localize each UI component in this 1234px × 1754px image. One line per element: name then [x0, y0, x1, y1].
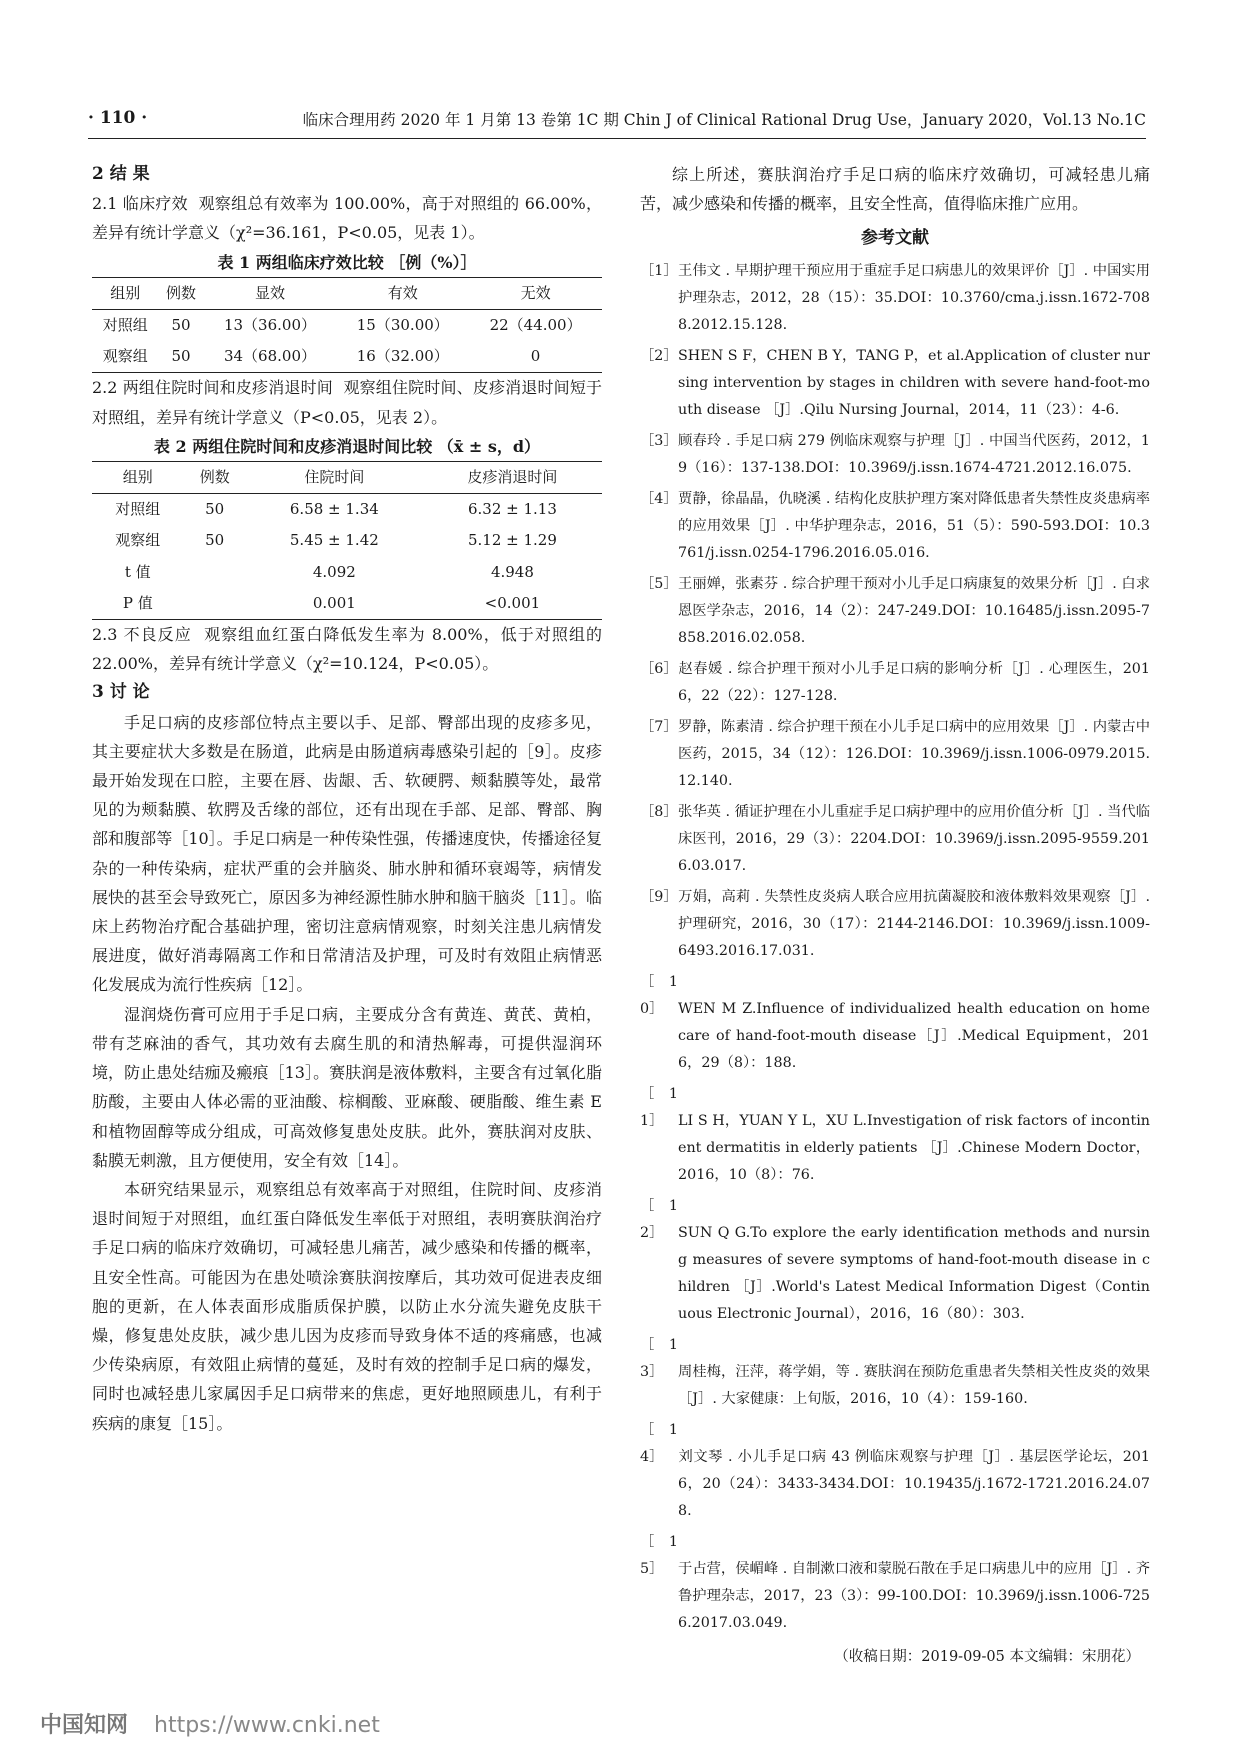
reference-item: [640, 343, 1150, 424]
reference-list: [640, 258, 1150, 1637]
reference-number: ［1］: [640, 262, 678, 279]
table-1-header-row: [92, 277, 602, 309]
table-1-cell: 50: [171, 347, 191, 366]
journal-citation: 临床合理用药 2020 年 1 月第 13 卷第 1C 期 Chin J of Clinical Rational Drug Use，January 2020，Vol.13 No.1C: [302, 111, 1146, 129]
table-2-cell: [184, 588, 246, 620]
table-1-body: [92, 310, 602, 373]
section-2-2-text: 观察组住院时间、皮疹消退时间短于对照组，差异有统计学意义（P<0.05，见表 2）。: [92, 378, 602, 427]
table-2-header-cell: 住院时间: [246, 462, 423, 494]
table-1-cell: 34（68.00）: [223, 347, 316, 366]
reference-item: [640, 1417, 1150, 1525]
page-header: [88, 104, 1146, 139]
table-2-cell: 6.32 ± 1.13: [467, 500, 557, 519]
reference-item: [640, 799, 1150, 880]
reference-item: [640, 1529, 1150, 1637]
reference-text: LI S H，YUAN Y L，XU L.Investigation of risk factors of incontinent dermatitis in elderly patients ［J］.Chinese Modern Doctor，2016，10（8）：76.: [678, 1112, 1150, 1183]
table-2-title: 表 2 两组住院时间和皮疹消退时间比较 （x̄ ± s，d）: [153, 436, 541, 456]
table-2-header-cell: 例数: [184, 462, 246, 494]
section-2-1: [92, 189, 602, 247]
cnki-url: https://www.cnki.net: [154, 1713, 380, 1738]
table-1-title: 表 1 两组临床疗效比较 ［例（%）］: [217, 252, 477, 272]
table-1-cell: 22（44.00）: [489, 316, 582, 335]
reference-text: 王伟文 . 早期护理干预应用于重症手足口病患儿的效果评价［J］. 中国实用护理杂志，2012，28（15）：35.DOI：10.3760/cma.j.issn.1672-7088.2012.15.128.: [678, 262, 1150, 333]
table-2-row: [92, 494, 602, 526]
section-2-3: [92, 620, 602, 678]
table-1-header-cell: 显效: [204, 277, 337, 309]
section-3-title: 3 讨 论: [92, 682, 150, 703]
section-2-1-text: 观察组总有效率为 100.00%，高于对照组的 66.00%，差异有统计学意义（χ²=36.161，P<0.05，见表 1）。: [92, 194, 602, 243]
reference-text: 顾春玲 . 手足口病 279 例临床观察与护理［J］. 中国当代医药，2012，19（16）：137-138.DOI：10.3969/j.issn.1674-4721.2012.16.075.: [678, 432, 1150, 476]
table-2-cell: 4.092: [312, 562, 356, 581]
reference-item: [640, 969, 1150, 1077]
cnki-watermark: [40, 1708, 380, 1739]
table-2-cell: 观察组: [115, 531, 161, 550]
section-2-3-label: 2.3 不良反应: [92, 625, 192, 645]
left-column: [92, 160, 602, 1438]
reference-item: [640, 1081, 1150, 1189]
table-1-header-cell: 无效: [469, 277, 602, 309]
reference-item: [640, 486, 1150, 567]
table-1-row: [92, 310, 602, 342]
reference-number: ［11］: [640, 1085, 678, 1129]
table-1: [92, 277, 602, 374]
table-2-header-cell: 皮疹消退时间: [423, 462, 602, 494]
reference-text: 周桂梅，汪萍，蒋学娟，等 . 赛肤润在预防危重患者失禁相关性皮炎的效果［J］. 大家健康：上旬版，2016，10（4）：159-160.: [678, 1363, 1150, 1407]
table-2-row: [92, 588, 602, 620]
table-1-cell: 观察组: [102, 347, 148, 366]
table-2-body: [92, 494, 602, 620]
table-2-header-cell: 组别: [92, 462, 184, 494]
reference-number: ［12］: [640, 1197, 678, 1241]
reference-item: [640, 1193, 1150, 1328]
table-1-cell: 15（30.00）: [356, 316, 449, 335]
reference-number: ［3］: [640, 432, 678, 449]
discussion-paragraph-3: 本研究结果显示，观察组总有效率高于对照组，住院时间、皮疹消退时间短于对照组，血红蛋白降低发生率低于对照组，表明赛肤润治疗手足口病的临床疗效确切，可减轻患儿痛苦，减少感染和传播的概率，且安全性高。可能因为在患处喷涂赛肤润按摩后，其功效可促进表皮细胞的更新，在人体表面形成脂质保护膜，以防止水分流失避免皮肤干燥，修复患处皮肤，减少患儿因为皮疹而导致身体不适的疼痛感，也减少传染病原，有效阻止病情的蔓延，及时有效的控制手足口病的爆发，同时也减轻患儿家属因手足口病带来的焦虑，更好地照顾患儿，有利于疾病的康复［15］。: [92, 1179, 602, 1433]
section-2-3-text: 观察组血红蛋白降低发生率为 8.00%，低于对照组的 22.00%，差异有统计学意义（χ²=10.124，P<0.05）。: [92, 625, 602, 674]
reference-number: ［4］: [640, 490, 678, 507]
reference-text: 罗静，陈素清 . 综合护理干预在小儿手足口病中的应用效果［J］. 内蒙古中医药，2015，34（12）：126.DOI：10.3969/j.issn.1006-0979.2015.12.140.: [678, 718, 1150, 789]
reference-item: [640, 884, 1150, 965]
page-number: · 110 ·: [88, 108, 148, 128]
reference-text: SHEN S F，CHEN B Y，TANG P，et al.Application of cluster nursing intervention by stages in children with severe hand-foot-mouth disease ［J］.Qilu Nursing Journal，2014，11（23）：4-6.: [678, 347, 1150, 418]
table-2-cell: 50: [205, 500, 225, 519]
section-2-1-label: 2.1 临床疗效: [92, 194, 188, 214]
table-2-cell: 5.45 ± 1.42: [289, 531, 379, 550]
reference-text: 赵春媛 . 综合护理干预对小儿手足口病的影响分析［J］. 心理医生，2016，22（22）：127-128.: [678, 660, 1150, 704]
reference-item: [640, 714, 1150, 795]
table-2-row: [92, 557, 602, 588]
reference-text: 贾静，徐晶晶，仇晓溪 . 结构化皮肤护理方案对降低患者失禁性皮炎患病率的应用效果［J］. 中华护理杂志，2016，51（5）：590-593.DOI：10.3761/j.issn.0254-1796.2016.05.016.: [678, 490, 1150, 561]
table-2-cell: 5.12 ± 1.29: [467, 531, 557, 550]
table-2-cell: t 值: [124, 562, 151, 581]
table-1-cell: 50: [171, 316, 191, 335]
conclusion-paragraph: 综上所述，赛肤润治疗手足口病的临床疗效确切，可减轻患儿痛苦，减少感染和传播的概率，且安全性高，值得临床推广应用。: [640, 165, 1150, 214]
reference-text: 刘文琴 . 小儿手足口病 43 例临床观察与护理［J］. 基层医学论坛，2016，20（24）：3433-3434.DOI：10.19435/j.1672-1721.2016.24.078.: [678, 1448, 1150, 1519]
reference-number: ［14］: [640, 1421, 678, 1465]
references-title: 参考文献: [861, 228, 929, 249]
reference-number: ［2］: [640, 347, 678, 364]
table-1-cell: 0: [530, 347, 541, 366]
reference-text: SUN Q G.To explore the early identification methods and nursing measures of severe symptoms of hand-foot-mouth disease in children ［J］.World's Latest Medical Information Digest（Continuous Electronic Journal），2016，16（80）：303.: [678, 1224, 1150, 1322]
reference-text: 王丽婵，张素芬 . 综合护理干预对小儿手足口病康复的效果分析［J］. 白求恩医学杂志，2016，14（2）：247-249.DOI：10.16485/j.issn.2095-7858.2016.02.058.: [678, 575, 1150, 646]
table-2-cell: 50: [205, 531, 225, 550]
reference-text: 于占营，侯嵋峰 . 自制漱口液和蒙脱石散在手足口病患儿中的应用［J］. 齐鲁护理杂志，2017，23（3）：99-100.DOI：10.3969/j.issn.1006-7256.2017.03.049.: [678, 1560, 1150, 1631]
reference-text: WEN M Z.Influence of individualized health education on home care of hand-foot-mouth disease［J］.Medical Equipment，2016，29（8）：188.: [678, 1000, 1150, 1071]
table-2-cell: 4.948: [490, 562, 534, 581]
table-2-header-row: [92, 462, 602, 494]
reference-item: [640, 1332, 1150, 1413]
table-2-cell: P 值: [122, 593, 153, 612]
reference-number: ［15］: [640, 1533, 678, 1577]
discussion-paragraph-1: 手足口病的皮疹部位特点主要以手、足部、臀部出现的皮疹多见，其主要症状大多数是在肠道，此病是由肠道病毒感染引起的［9］。皮疹最开始发现在口腔，主要在唇、齿龈、舌、软硬腭、颊黏膜等处，最常见的为颊黏膜、软腭及舌缘的部位，还有出现在手部、足部、臀部、胸部和腹部等［10］。手足口病是一种传染性强，传播速度快，传播途径复杂的一种传染病，症状严重的会并脑炎、肺水肿和循环衰竭等，病情发展快的甚至会导致死亡，原因多为神经源性肺水肿和脑干脑炎［11］。临床上药物治疗配合基础护理，密切注意病情观察，时刻关注患儿病情发展进度，做好消毒隔离工作和日常清洁及护理，可及时有效阻止病情恶化发展成为流行性疾病［12］。: [92, 712, 602, 995]
table-2: [92, 461, 602, 620]
table-1-header-cell: 有效: [336, 277, 469, 309]
section-2-title: 2 结 果: [92, 164, 150, 184]
discussion-paragraph-2: 湿润烧伤膏可应用于手足口病，主要成分含有黄连、黄芪、黄柏，带有芝麻油的香气，其功效有去腐生肌的和清热解毒，可提供湿润环境，防止患处结痂及瘢痕［13］。赛肤润是液体敷料，主要含有过氧化脂肪酸，主要由人体必需的亚油酸、棕榈酸、亚麻酸、硬脂酸、维生素 E 和植物固醇等成分组成，可高效修复患处皮肤。此外，赛肤润对皮肤、黏膜无刺激，且方便使用，安全有效［14］。: [92, 1004, 602, 1170]
reference-text: 张华英 . 循证护理在小儿重症手足口病护理中的应用价值分析［J］. 当代临床医刊，2016，29（3）：2204.DOI：10.3969/j.issn.2095-9559.2016.03.017.: [678, 803, 1150, 874]
reference-item: [640, 656, 1150, 710]
table-2-cell: 对照组: [115, 500, 161, 519]
table-2-cell: <0.001: [484, 593, 541, 612]
reference-number: ［9］: [640, 888, 678, 905]
table-1-header-cell: 例数: [158, 277, 203, 309]
table-1-cell: 16（32.00）: [356, 347, 449, 366]
reference-item: [640, 571, 1150, 652]
reference-item: [640, 428, 1150, 482]
right-column: [640, 160, 1150, 1672]
reference-number: ［7］: [640, 718, 678, 735]
received-date: （收稿日期：2019-09-05 本文编辑：宋朋花）: [834, 1648, 1140, 1665]
table-1-row: [92, 341, 602, 373]
section-2-2: [92, 373, 602, 431]
table-1-header-cell: 组别: [92, 277, 158, 309]
table-1-cell: 13（36.00）: [223, 316, 316, 335]
table-2-cell: [184, 557, 246, 588]
section-2-2-label: 2.2 两组住院时间和皮疹消退时间: [92, 378, 333, 398]
reference-text: 万娟，高莉 . 失禁性皮炎病人联合应用抗菌凝胶和液体敷料效果观察［J］. 护理研究，2016，30（17）：2144-2146.DOI：10.3969/j.issn.1009-6493.2016.17.031.: [678, 888, 1151, 959]
reference-number: ［10］: [640, 973, 678, 1017]
reference-number: ［6］: [640, 660, 678, 677]
table-2-cell: 6.58 ± 1.34: [289, 500, 379, 519]
cnki-logo: 中国知网: [40, 1713, 129, 1738]
table-2-cell: 0.001: [312, 593, 356, 612]
table-1-cell: 对照组: [102, 316, 148, 335]
reference-number: ［13］: [640, 1336, 678, 1380]
reference-item: [640, 258, 1150, 339]
table-2-row: [92, 525, 602, 556]
reference-number: ［8］: [640, 803, 678, 820]
reference-number: ［5］: [640, 575, 678, 592]
